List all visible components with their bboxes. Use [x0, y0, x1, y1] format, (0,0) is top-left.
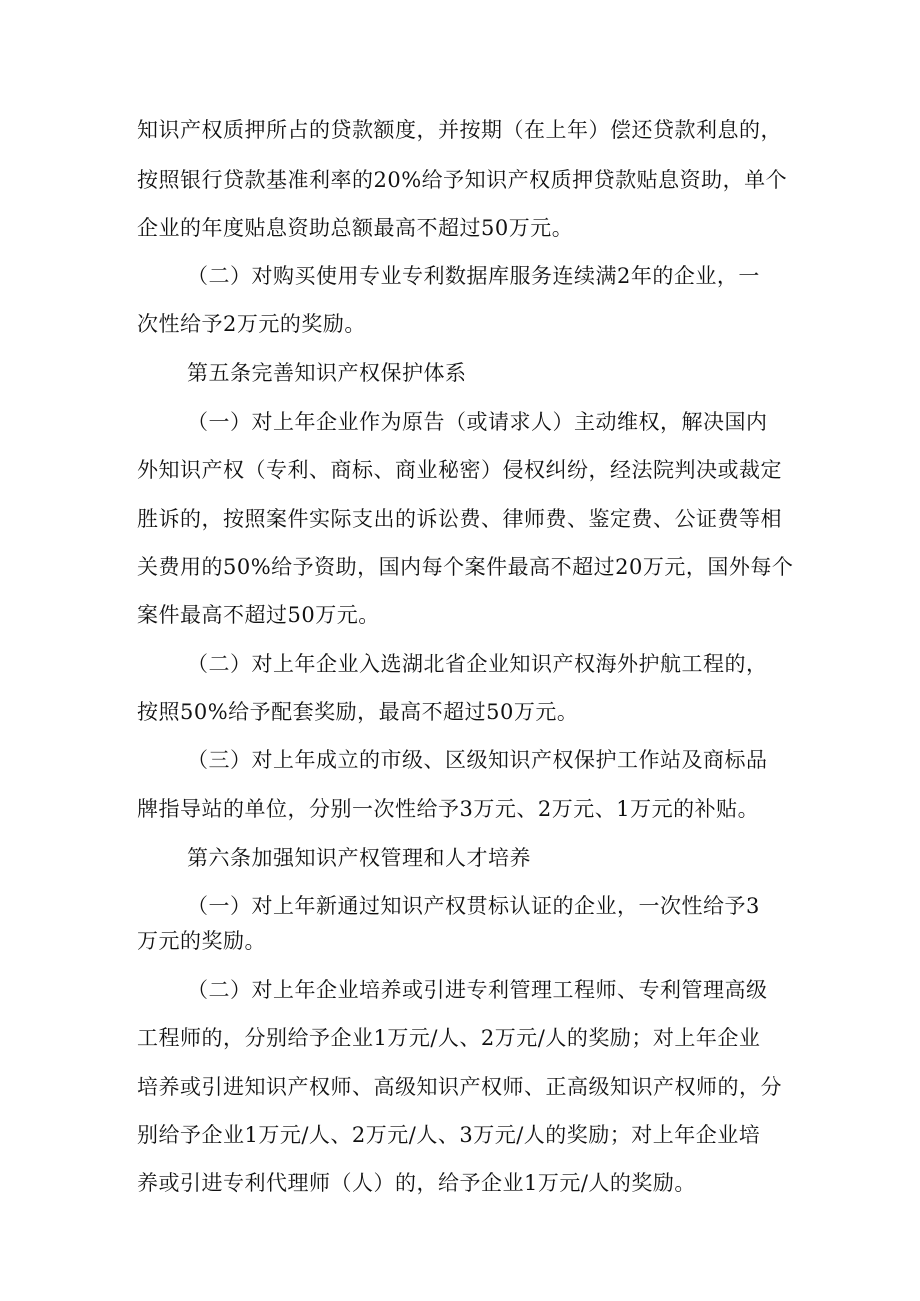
paragraph-line: 工程师的，分别给予企业1万元/人、2万元/人的奖励；对上年企业 — [137, 1026, 761, 1050]
paragraph-line: （一）对上年新通过知识产权贯标认证的企业，一次性给予3 — [187, 894, 760, 918]
paragraph-line: （二）对购买使用专业专利数据库服务连续满2年的企业，一 — [187, 264, 760, 288]
paragraph-line: （二）对上年企业入选湖北省企业知识产权海外护航工程的， — [187, 652, 768, 676]
paragraph-line: （一）对上年企业作为原告（或请求人）主动维权，解决国内 — [187, 410, 768, 434]
paragraph-line: 关费用的50%给予资助，国内每个案件最高不超过20万元，国外每个 — [137, 555, 794, 579]
paragraph-line: 案件最高不超过50万元。 — [137, 603, 380, 627]
paragraph-line: 别给予企业1万元/人、2万元/人、3万元/人的奖励；对上年企业培 — [137, 1123, 761, 1147]
paragraph-line: 胜诉的，按照案件实际支出的诉讼费、律师费、鉴定费、公证费等相 — [137, 507, 782, 531]
section-heading: 第五条完善知识产权保护体系 — [187, 361, 467, 385]
paragraph-line: 外知识产权（专利、商标、商业秘密）侵权纠纷，经法院判决或裁定 — [137, 458, 782, 482]
paragraph-line: 企业的年度贴息资助总额最高不超过50万元。 — [137, 216, 574, 240]
paragraph-line: 按照50%给予配套奖励，最高不超过50万元。 — [137, 700, 579, 724]
paragraph-line: 知识产权质押所占的贷款额度，并按期（在上年）偿还贷款利息的， — [137, 118, 782, 142]
paragraph-line: （三）对上年成立的市级、区级知识产权保护工作站及商标品 — [187, 748, 768, 772]
paragraph-line: 按照银行贷款基准利率的20%给予知识产权质押贷款贴息资助，单个 — [137, 168, 788, 192]
paragraph-line: 牌指导站的单位，分别一次性给予3万元、2万元、1万元的补贴。 — [137, 797, 760, 821]
paragraph-line: 养或引进专利代理师（人）的，给予企业1万元/人的奖励。 — [137, 1171, 696, 1195]
paragraph-line: 培养或引进知识产权师、高级知识产权师、正高级知识产权师的，分 — [137, 1075, 782, 1099]
paragraph-line: （二）对上年企业培养或引进专利管理工程师、专利管理高级 — [187, 978, 768, 1002]
paragraph-line: 次性给予2万元的奖励。 — [137, 312, 366, 336]
paragraph-line: 万元的奖励。 — [137, 929, 266, 953]
section-heading: 第六条加强知识产权管理和人才培养 — [187, 846, 531, 870]
